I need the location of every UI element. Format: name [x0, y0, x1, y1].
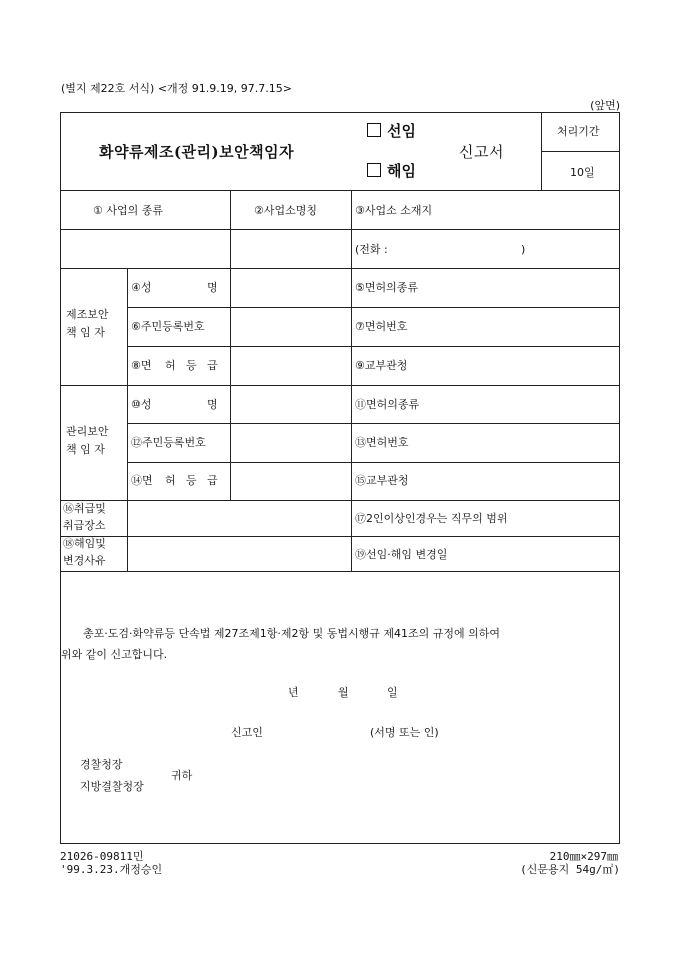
recipient1: 경찰청장 — [80, 758, 123, 771]
footer-size: 210㎜×297㎜ — [549, 850, 618, 863]
statement-line1: 총포·도검·화약류등 단속법 제27조제1항·제2항 및 동법시행규 제41조의 규정에 의하여 — [83, 627, 500, 640]
year-label: 년 — [288, 686, 299, 699]
name4-label: ④성 — [131, 281, 152, 294]
grade8-char: 허 — [165, 359, 176, 372]
grade14-char: 허 — [165, 474, 176, 487]
handling16-line1: ⑯취급및 — [63, 502, 106, 515]
name10-label: ⑩성 — [131, 398, 152, 411]
sign-label: (서명 또는 인) — [370, 726, 439, 739]
dismiss18-line2: 변경사유 — [63, 554, 106, 567]
day-label: 일 — [387, 686, 398, 699]
dismiss-label: 해임 — [387, 162, 416, 180]
handling16-line2: 취급장소 — [63, 519, 106, 532]
name4-label-end: 명 — [207, 281, 218, 294]
form-number: (별지 제22호 서식) <개정 91.9.19, 97.7.15> — [61, 82, 292, 95]
dismiss-checkbox[interactable] — [367, 162, 416, 180]
issuer9-label: ⑨교부관청 — [355, 359, 408, 372]
recipient2: 지방결찰청장 — [80, 780, 144, 793]
scope17-label: ⑰2인이상인경우는 직무의 범위 — [355, 512, 508, 525]
honorific: 귀하 — [171, 769, 193, 782]
grade8-char: 등 — [186, 359, 197, 372]
resident6-label: ⑥주민등록번호 — [131, 320, 205, 333]
period-label: 처리기간 — [557, 125, 600, 138]
appoint-label: 선임 — [387, 122, 416, 140]
grade8-char: 급 — [207, 359, 218, 372]
mgmt-group-line1: 관리보안 — [66, 425, 109, 438]
reporter-label: 신고인 — [231, 726, 263, 739]
checkbox-square-icon — [367, 123, 381, 137]
appoint-checkbox[interactable] — [367, 122, 416, 140]
form-title: 화약류제조(관리)보안책임자 — [99, 143, 295, 161]
footer-approval: '99.3.23.개정승인 — [60, 863, 163, 876]
phone-close: ) — [521, 243, 526, 256]
business-type-label: ① 사업의 종류 — [93, 204, 163, 217]
resident12-label: ⑫주민등록번호 — [131, 436, 206, 449]
license-type11-label: ⑪면허의종류 — [355, 398, 420, 411]
mgmt-group-line2: 책 임 자 — [66, 443, 105, 456]
license-no13-label: ⑬면허번호 — [355, 436, 409, 449]
month-label: 월 — [338, 686, 349, 699]
footer-code: 21026-09811민 — [60, 850, 144, 863]
mfg-group-line2: 책 임 자 — [66, 326, 105, 339]
business-name-label: ②사업소명칭 — [254, 204, 317, 217]
business-address-label: ③사업소 소재지 — [355, 204, 433, 217]
mfg-group-line1: 제조보안 — [66, 308, 109, 321]
name10-label-end: 명 — [207, 398, 218, 411]
license-no7-label: ⑦면허번호 — [355, 320, 408, 333]
date19-label: ⑲선임·해임 변경일 — [355, 548, 448, 561]
dismiss18-line1: ⑱해임및 — [63, 537, 106, 550]
grade8-label: ⑧면 — [131, 359, 152, 372]
period-value: 10일 — [570, 166, 595, 179]
phone-label: (전화 : — [355, 243, 388, 256]
issuer15-label: ⑮교부관청 — [355, 474, 409, 487]
form-suffix: 신고서 — [459, 143, 504, 161]
checkbox-square-icon — [367, 163, 381, 177]
statement-line2: 위와 같이 신고합니다. — [61, 648, 168, 661]
report-form — [60, 112, 620, 844]
front-side-label: (앞면) — [590, 99, 620, 112]
grade14-char: 등 — [186, 474, 197, 487]
footer-paper: (신문용지 54g/㎡) — [520, 863, 620, 876]
grade14-char: 급 — [207, 474, 218, 487]
grade14-label: ⑭면 — [131, 474, 153, 487]
license-type5-label: ⑤면허의종류 — [355, 281, 418, 294]
